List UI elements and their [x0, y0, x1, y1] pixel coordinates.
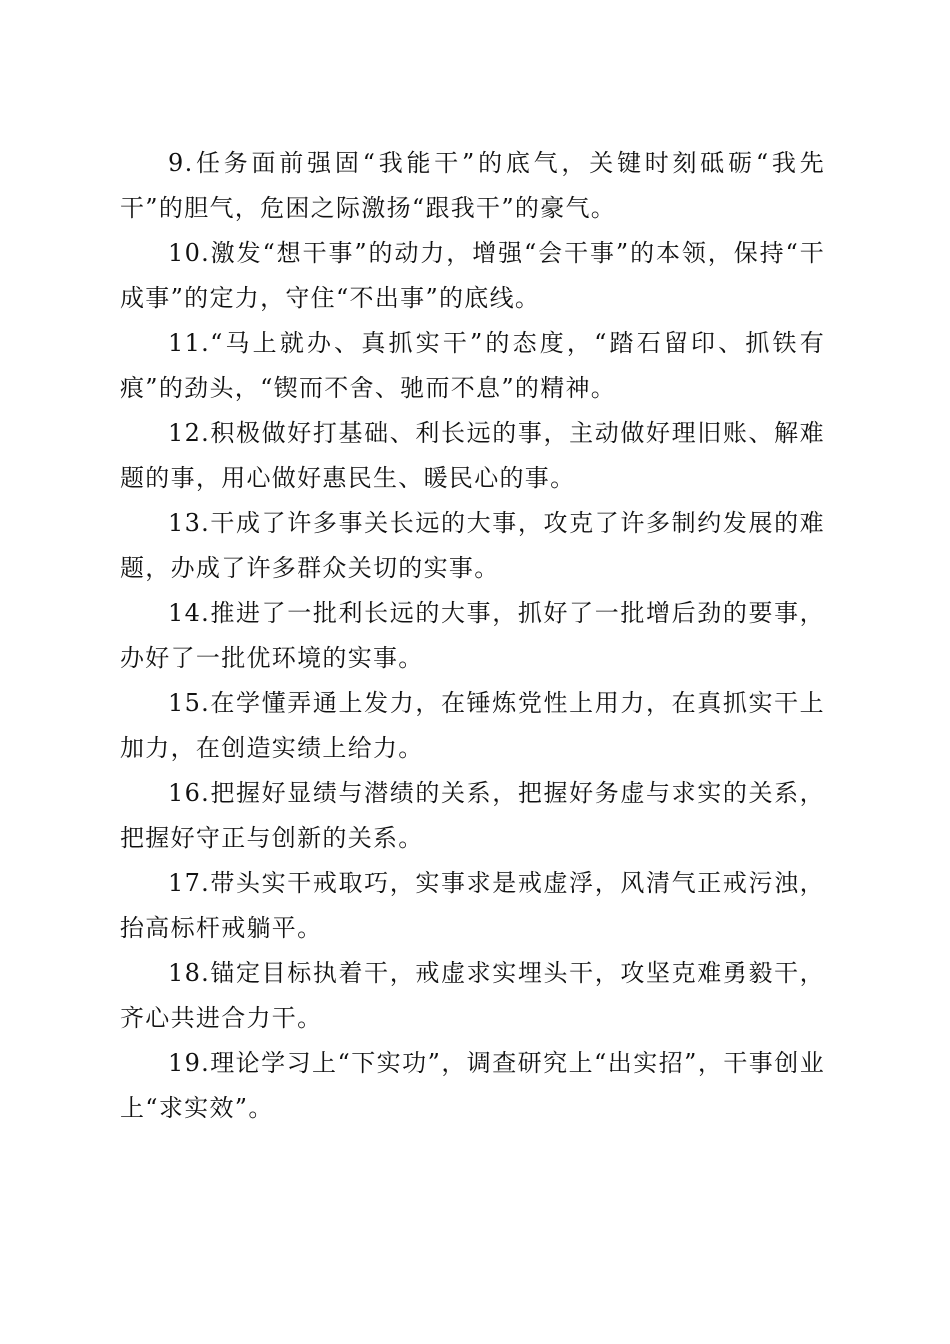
- paragraph-16: 16.把握好显绩与潜绩的关系，把握好务虚与求实的关系，把握好守正与创新的关系。: [120, 779, 825, 852]
- paragraph-10: 10.激发“想干事”的动力，增强“会干事”的本领，保持“干成事”的定力，守住“不出事”的底线。: [120, 239, 825, 312]
- paragraph-18: 18.锚定目标执着干，戒虚求实埋头干，攻坚克难勇毅干，齐心共进合力干。: [120, 959, 825, 1032]
- paragraph-19: 19.理论学习上“下实功”，调查研究上“出实招”，干事创业上“求实效”。: [120, 1049, 825, 1122]
- paragraph-17: 17.带头实干戒取巧，实事求是戒虚浮，风清气正戒污浊，抬高标杆戒躺平。: [120, 869, 825, 942]
- paragraph-13: 13.干成了许多事关长远的大事，攻克了许多制约发展的难题，办成了许多群众关切的实事。: [120, 509, 825, 582]
- paragraph-12: 12.积极做好打基础、利长远的事，主动做好理旧账、解难题的事，用心做好惠民生、暖民心的事。: [120, 419, 825, 492]
- paragraph-9: 9.任务面前强固“我能干”的底气，关键时刻砥砺“我先干”的胆气，危困之际激扬“跟我干”的豪气。: [120, 149, 825, 222]
- paragraph-15: 15.在学懂弄通上发力，在锤炼党性上用力，在真抓实干上加力，在创造实绩上给力。: [120, 689, 825, 762]
- paragraph-11: 11.“马上就办、真抓实干”的态度，“踏石留印、抓铁有痕”的劲头，“锲而不舍、驰而不息”的精神。: [120, 329, 825, 402]
- document-body: [120, 141, 825, 1131]
- paragraph-14: 14.推进了一批利长远的大事，抓好了一批增后劲的要事，办好了一批优环境的实事。: [120, 599, 825, 672]
